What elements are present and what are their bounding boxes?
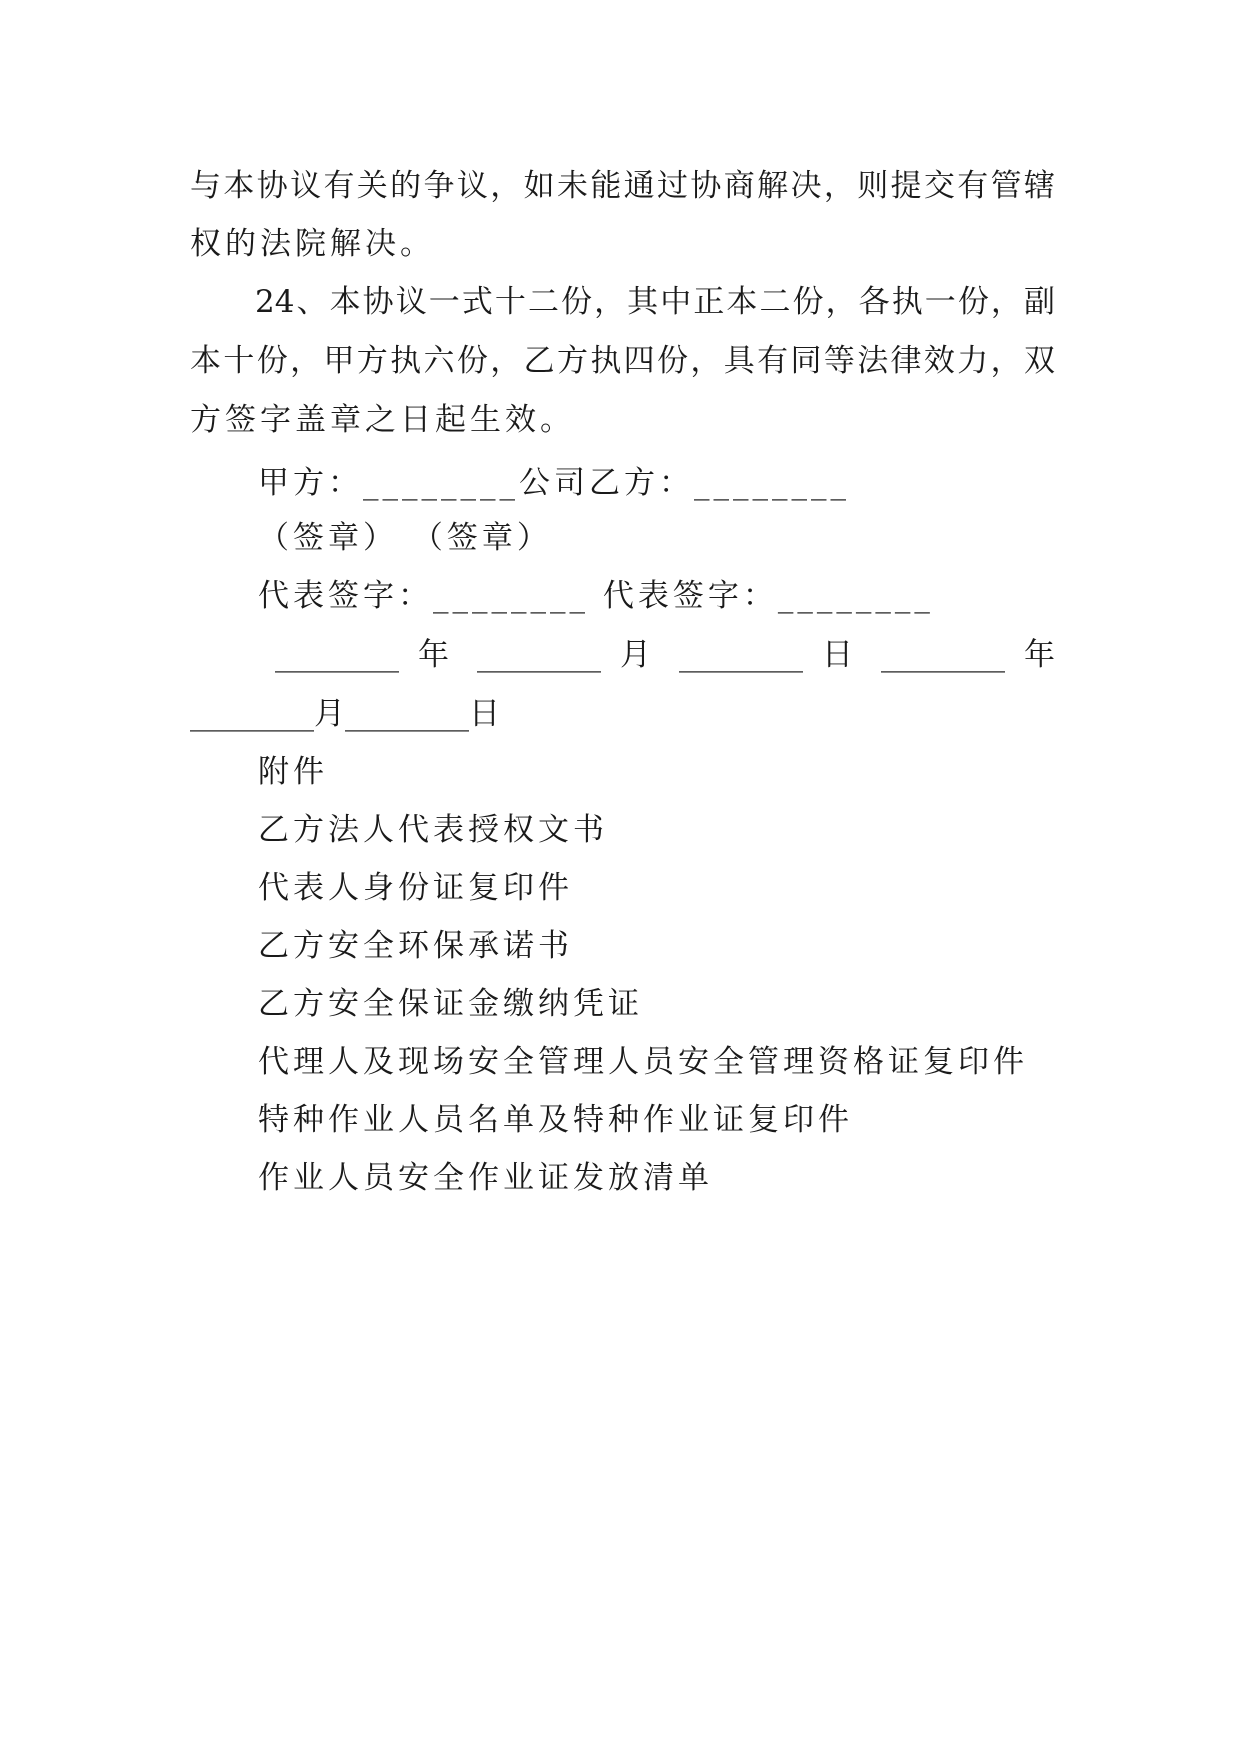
- attachment-item: 特种作业人员名单及特种作业证复印件: [258, 1102, 853, 1138]
- signature-parties: 甲方：________公司乙方：________: [258, 465, 850, 501]
- attachment-item: 代理人及现场安全管理人员安全管理资格证复印件: [258, 1044, 1028, 1080]
- attachment-item: 乙方法人代表授权文书: [258, 812, 608, 848]
- attachment-item: 作业人员安全作业证发放清单: [258, 1160, 713, 1196]
- attachment-item: 代表人身份证复印件: [258, 870, 573, 906]
- clause24-line2: 本十份，甲方执六份，乙方执四份，具有同等法律效力，双: [190, 343, 1055, 379]
- attachment-item: 乙方安全保证金缴纳凭证: [258, 986, 643, 1022]
- signature-date-line1: ________ 年 ________ 月 ________ 日 ________ 年: [275, 637, 1055, 673]
- clause24-line1: 24、本协议一式十二份，其中正本二份，各执一份，副: [255, 284, 1055, 320]
- signature-seals: （签章） （签章）: [258, 520, 552, 556]
- signature-date-line2: ________月________日: [190, 696, 500, 732]
- clause23-line2: 权的法院解决。: [190, 226, 435, 262]
- clause24-line3: 方签字盖章之日起生效。: [190, 402, 575, 438]
- clause23-line1: 与本协议有关的争议，如未能通过协商解决，则提交有管辖: [190, 168, 1055, 204]
- attachment-item: 乙方安全环保承诺书: [258, 928, 573, 964]
- attachments-heading: 附件: [258, 754, 328, 790]
- signature-representatives: 代表签字：________ 代表签字：________: [258, 578, 934, 614]
